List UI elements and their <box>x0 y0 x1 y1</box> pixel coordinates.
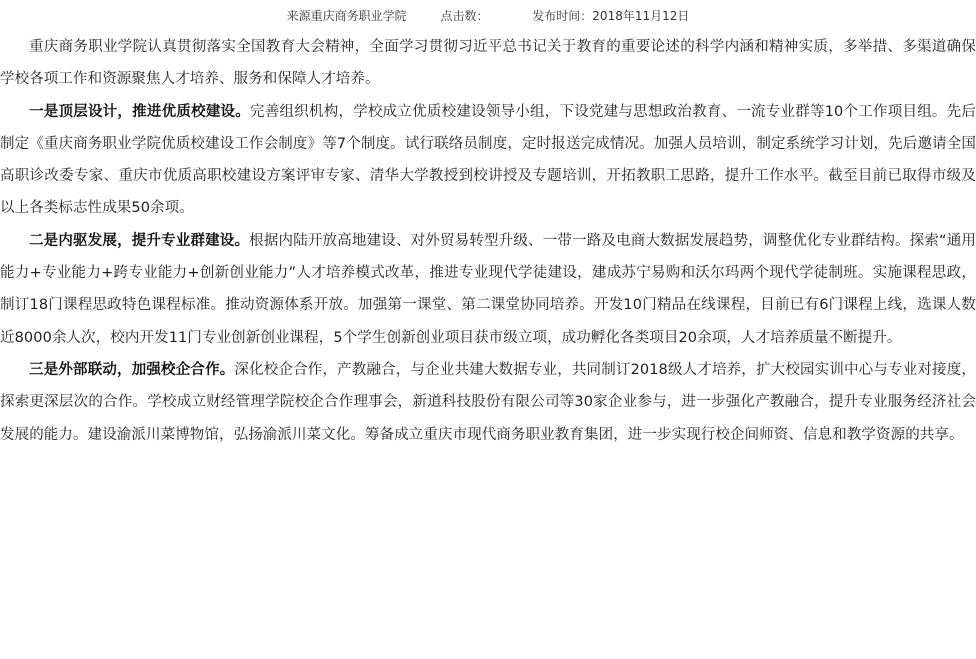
click-count-label: 点击数： <box>440 9 489 23</box>
article-source: 来源重庆商务职业学院 <box>286 9 407 23</box>
section-heading-1: 一是顶层设计，推进优质校建设。 <box>29 103 251 120</box>
section-paragraph-3 <box>0 354 976 451</box>
article-meta-bar <box>0 7 976 25</box>
section-body-3: 深化校企合作，产教融合，与企业共建大数据专业，共同制订2018级人才培养，扩大校园实训中心与专业对接度，探索更深层次的合作。学校成立财经管理学院校企合作理事会，新道科技股份有限公司等30家企业参与，进一步强化产教融合，提升专业服务经济社会发展的能力。建设渝派川菜博物馆，弘扬渝派川菜文化。筹备成立重庆市现代商务职业教育集团，进一步实现行校企间师资、信息和教学资源的共享。 <box>0 361 976 443</box>
section-heading-2: 二是内驱发展，提升专业群建设。 <box>29 232 250 249</box>
section-heading-3: 三是外部联动，加强校企合作。 <box>29 361 235 378</box>
intro-paragraph: 重庆商务职业学院认真贯彻落实全国教育大会精神，全面学习贯彻习近平总书记关于教育的重要论述的科学内涵和精神实质，多举措、多渠道确保学校各项工作和资源聚焦人才培养、服务和保障人才培养。 <box>0 39 976 88</box>
section-paragraph-1 <box>0 96 976 225</box>
publish-date: 2018年11月12日 <box>592 9 690 23</box>
article-body <box>0 31 976 451</box>
section-body-2: 根据内陆开放高地建设、对外贸易转型升级、一带一路及电商大数据发展趋势，调整优化专业群结构。探索“通用能力+专业能力+跨专业能力+创新创业能力”人才培养模式改革，推进专业现代学徒建设，建成苏宁易购和沃尔玛两个现代学徒制班。实施课程思政，制订18门课程思政特色课程标准。推动资源体系开放。加强第一课堂、第二课堂协同培养。开发10门精品在线课程，目前已有6门课程上线，选课人数近8000余人次，校内开发11门专业创新创业课程，5个学生创新创业项目获市级立项，成功孵化各类项目20余项，人才培养质量不断提升。 <box>0 232 976 346</box>
publish-time-label: 发布时间： <box>532 9 593 23</box>
section-paragraph-2 <box>0 225 976 354</box>
section-body-1: 完善组织机构，学校成立优质校建设领导小组，下设党建与思想政治教育、一流专业群等10个工作项目组。先后制定《重庆商务职业学院优质校建设工作会制度》等7个制度。试行联络员制度，定时报送完成情况。加强人员培训，制定系统学习计划，先后邀请全国高职诊改委专家、重庆市优质高职校建设方案评审专家、清华大学教授到校讲授及专题培训，开拓教职工思路，提升工作水平。截至目前已取得市级及以上各类标志性成果50余项。 <box>0 103 976 217</box>
